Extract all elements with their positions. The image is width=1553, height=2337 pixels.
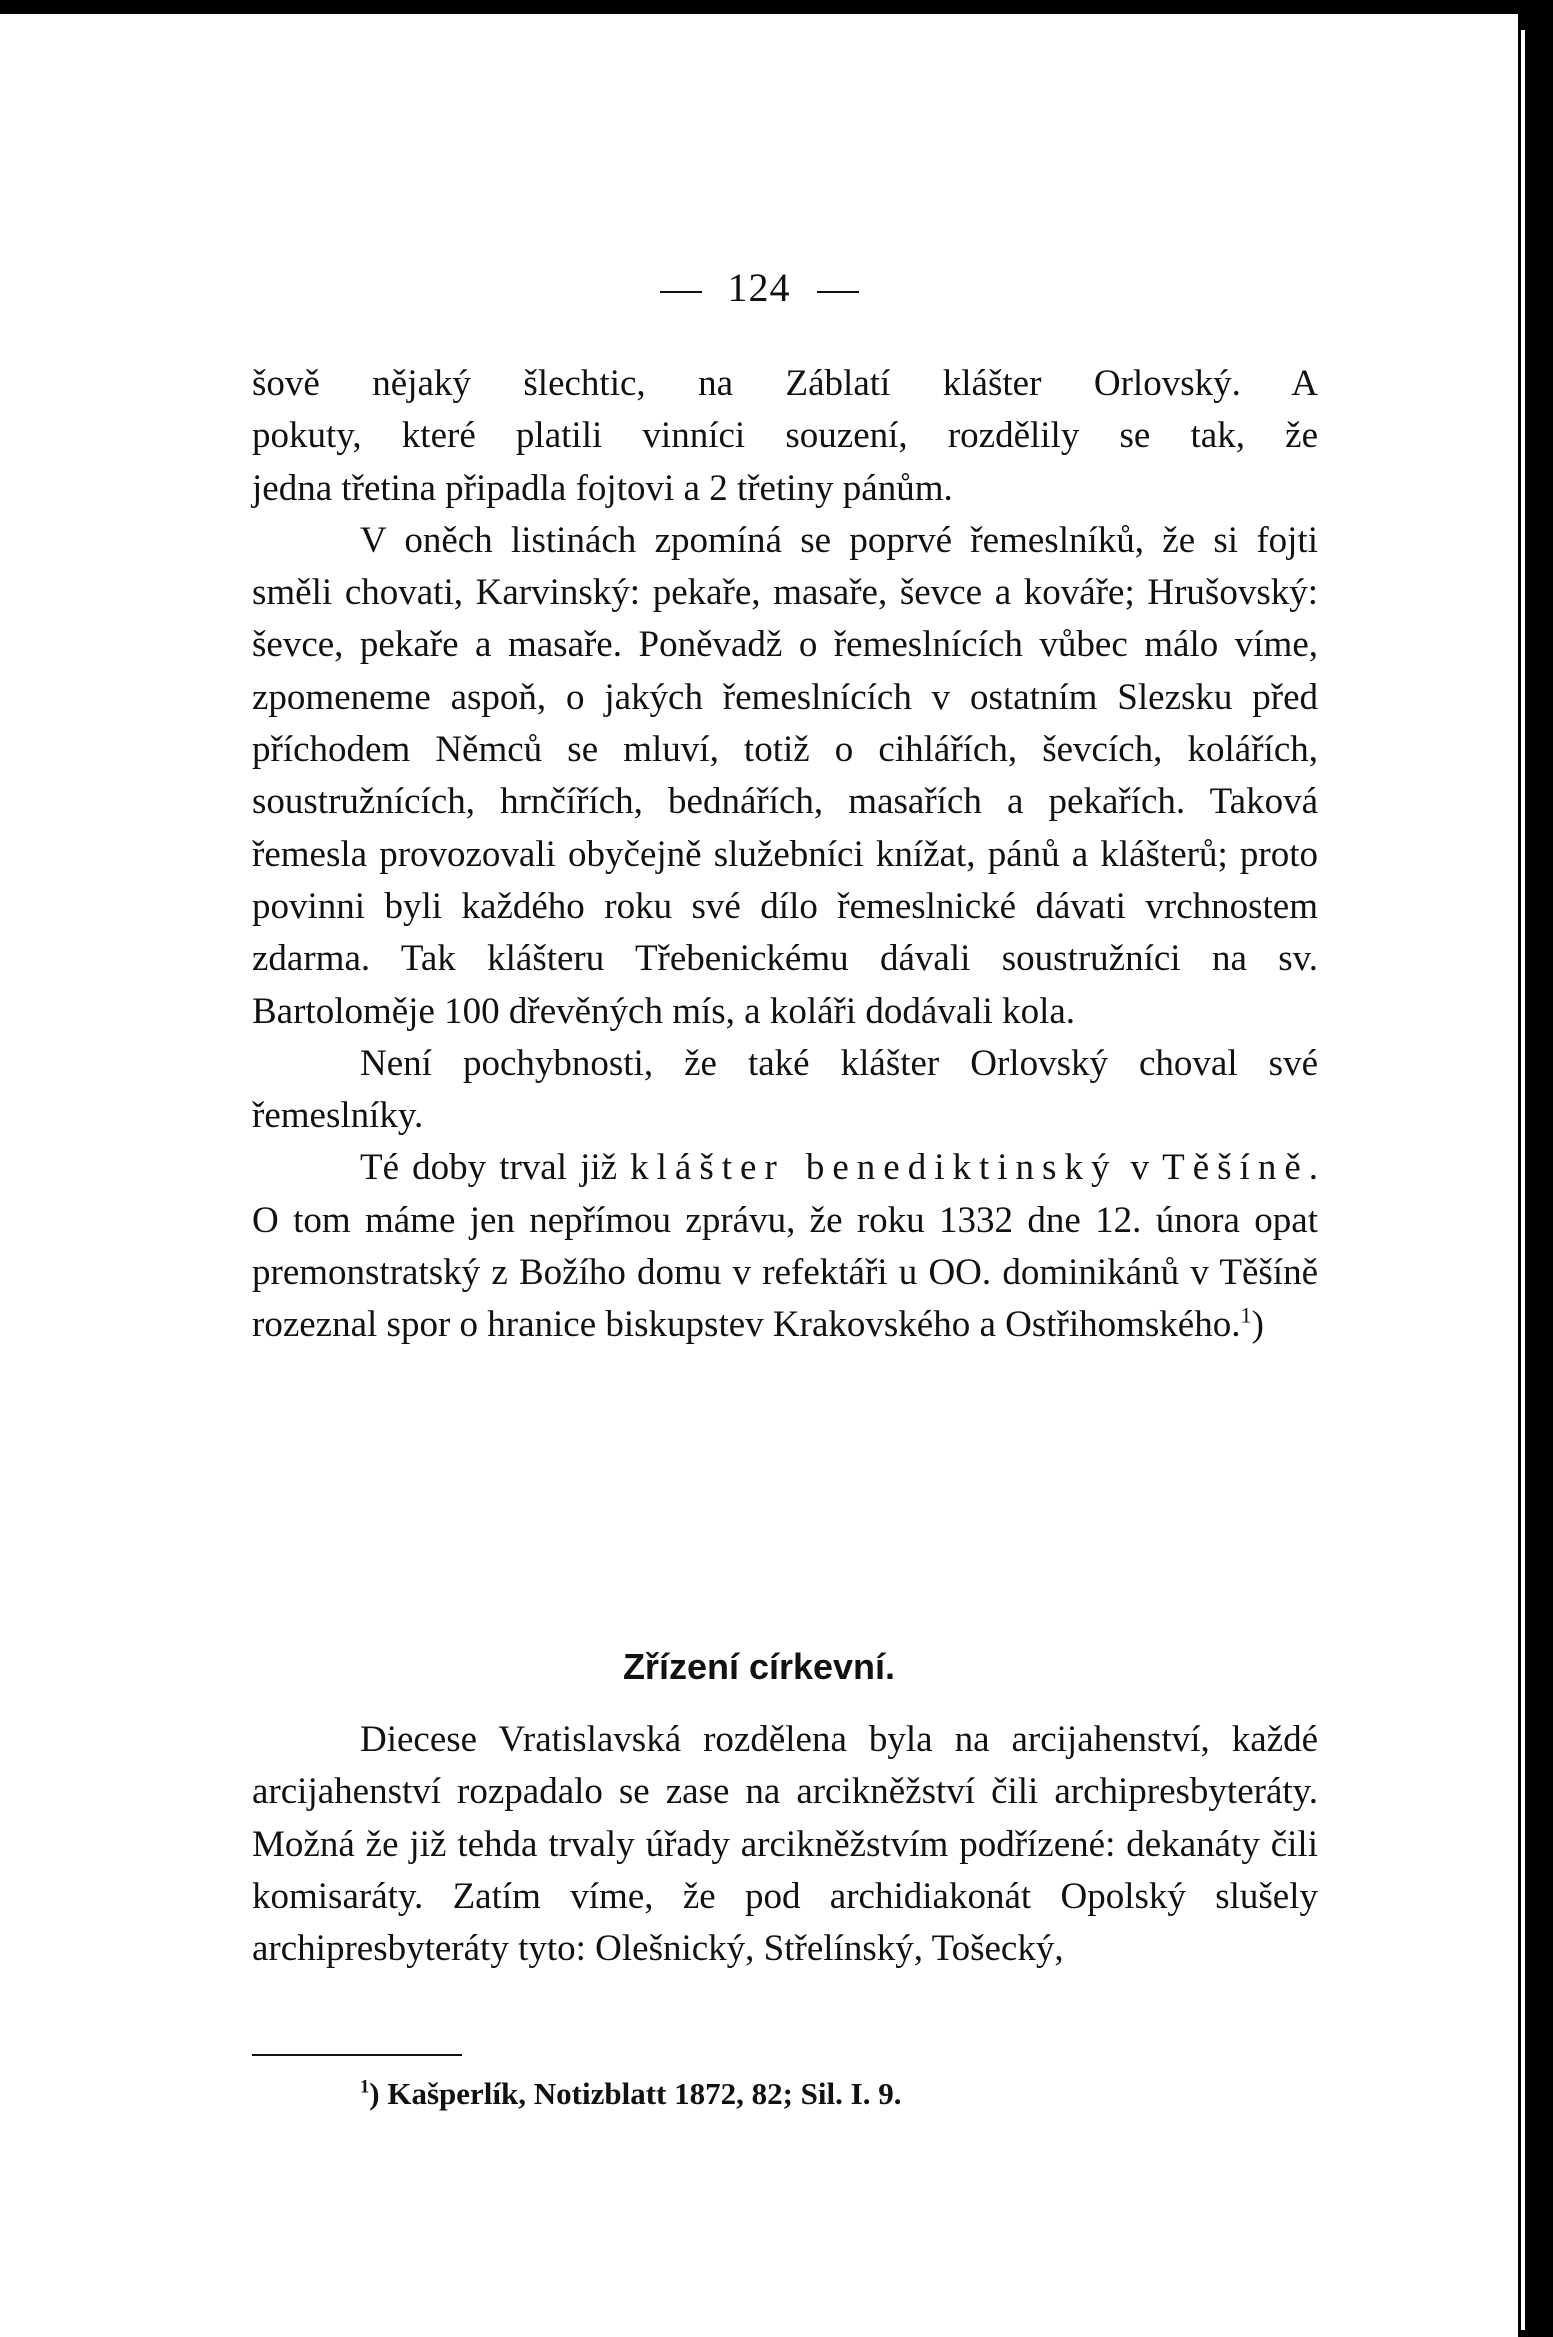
paragraph-4-before: Té doby trval již (360, 1147, 631, 1189)
section-heading: Zřízení církevní. (622, 1646, 896, 1687)
paragraph-4-middle: v (1117, 1147, 1163, 1189)
scan-edge-line (1521, 30, 1525, 2330)
main-text (252, 358, 1318, 1352)
footnote (360, 2076, 901, 2112)
footnote-marker-close: ) (369, 2076, 380, 2111)
paragraph-1-line-3: jedna třetina připadla fojtovi a 2 třetiny pánům. (252, 467, 953, 509)
paragraph-1-line-2: pokuty, které platili vinníci souzení, rozdělily se tak, že (252, 415, 1318, 457)
footnote-reference-close: ) (1251, 1304, 1264, 1346)
page-number (0, 264, 1518, 311)
book-page (0, 14, 1518, 2337)
footnote-text: Kašperlík, Notizblatt 1872, 82; Sil. I. 9. (387, 2076, 902, 2111)
dash-left (660, 291, 702, 293)
footnote-marker: 1 (360, 2076, 370, 2098)
footnote-divider (252, 2054, 462, 2056)
paragraph-4-after: . O tom máme jen nepřímou zprávu, že roku 1332 dne 12. února opat premonstratský z Božího domu v refektáři u OO. dominikánů v Těšíně rozeznal spor o hranice biskupstev Krakovského a Ostřihomského. (252, 1147, 1318, 1346)
paragraph-1-line-1: šově nějaký šlechtic, na Záblatí klášter Orlovský. A (252, 363, 1318, 404)
footnote-reference: 1 (1240, 1303, 1252, 1329)
page-number-value: 124 (727, 265, 791, 310)
paragraph-2: V oněch listinách zpomíná se poprvé řemeslníků, že si fojti směli chovati, Karvinský: pekaře, masaře, ševce a kováře; Hrušovský: ševce, pekaře a masaře. Poněvadž o řemeslnících vůbec málo víme, zpomeneme aspoň, o jakých řemeslnících v ostatním Slezsku před příchodem Němců se mluví, totiž o cihlářích, ševcích, kolářích, soustružnících, hrnčířích, bednářích, masařích a pekařích. Taková řemesla provozovali obyčejně služebníci knížat, pánů a klášterů; proto povinni byli každého roku své dílo řemeslnické dávati vrchnostem zdarma. Tak klášteru Třebenickému dávali soustružníci na sv. Bartoloměje 100 dřevěných mís, a koláři dodávali kola. (252, 519, 1318, 1032)
section-text (252, 1714, 1318, 1975)
paragraph-3: Není pochybnosti, že také klášter Orlovský choval své řemeslníky. (252, 1042, 1318, 1137)
spaced-term-klaster: klášter benediktinský (630, 1147, 1118, 1189)
paragraph-4 (252, 1142, 1318, 1351)
paragraph-5: Diecese Vratislavská rozdělena byla na arcijahenství, každé arcijahenství rozpadalo se zase na arcikněžství čili archipresbyteráty. Možná že již tehda trvaly úřady arcikněžstvím podřízené: dekanáty čili komisaráty. Zatím víme, že pod archidiakonát Opolský slušely archipresbyteráty tyto: Olešnický, Střelínský, Tošecký, (252, 1719, 1318, 1970)
spaced-term-tesin: Těšíně (1162, 1147, 1309, 1189)
dash-right (817, 291, 859, 293)
